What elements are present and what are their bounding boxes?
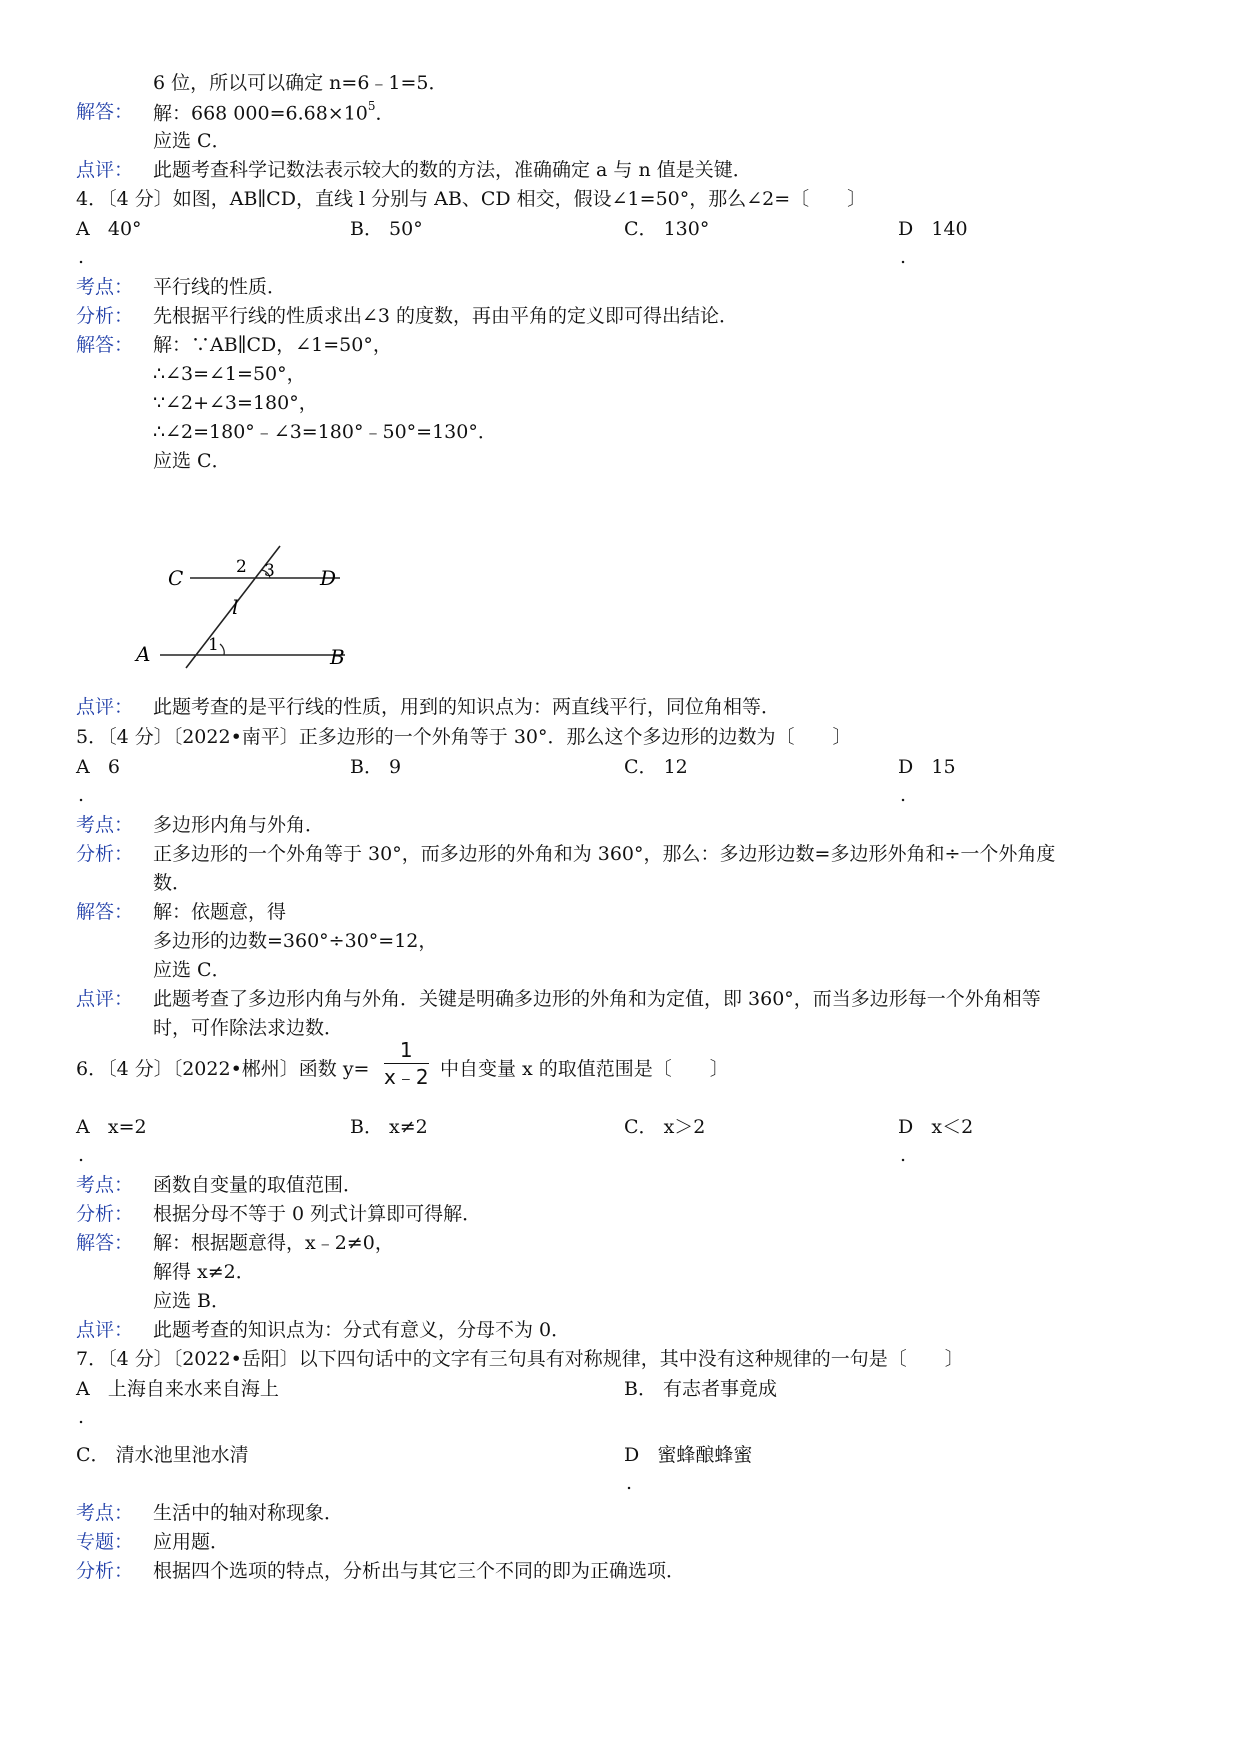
q6-dianping: 此题考查的知识点为：分式有意义，分母不为 0． bbox=[153, 1319, 571, 1341]
q6-stem-post: 中自变量 x 的取值范围是〔 〕 bbox=[440, 1058, 729, 1080]
q7-stem: 7．〔4 分〕〔2022•岳阳〕以下四句话中的文字有三句具有对称规律，其中没有这种规律的一句是〔 〕 bbox=[76, 1348, 964, 1370]
q6-stem-pre: 6．〔4 分〕〔2022•郴州〕函数 y= bbox=[76, 1058, 370, 1080]
q3-comment-label: 点评： bbox=[76, 159, 134, 181]
label-angle-2: 2 bbox=[236, 557, 247, 577]
label-b: B bbox=[330, 645, 345, 669]
q6-jieda-line: 解：根据题意得，x﹣2≠0， bbox=[153, 1232, 394, 1254]
q4-option-a: A 40° bbox=[76, 218, 142, 240]
q6-option-d: D x＜2 bbox=[898, 1116, 974, 1138]
q4-jieda-line: ∴∠2=180°﹣∠3=180°﹣50°=130°． bbox=[153, 421, 497, 443]
q7-option-b: B． 有志者事竟成 bbox=[624, 1378, 778, 1400]
q5-option-b: B． 9 bbox=[350, 756, 402, 778]
q4-fenxi-label: 分析： bbox=[76, 305, 134, 327]
q3-answer-choice: 应选 C． bbox=[153, 130, 231, 152]
label-d: D bbox=[320, 566, 337, 590]
label-c: C bbox=[168, 566, 184, 590]
q7-kaodian-label: 考点： bbox=[76, 1502, 134, 1524]
q6-fraction-denominator: x﹣2 bbox=[384, 1065, 429, 1089]
q4-stem: 4．〔4 分〕如图，AB∥CD，直线 l 分别与 AB、CD 相交，假设∠1=50°，那么∠2=〔 〕 bbox=[76, 188, 867, 210]
q6-dianping-label: 点评： bbox=[76, 1319, 134, 1341]
q4-jieda-line: ∴∠3=∠1=50°， bbox=[153, 363, 306, 385]
q6-option-a-dot: . bbox=[78, 1144, 85, 1166]
angle-1-arc bbox=[220, 644, 224, 655]
q6-fenxi-label: 分析： bbox=[76, 1203, 134, 1225]
q3-comment: 此题考查科学记数法表示较大的数的方法，准确确定 a 与 n 值是关键． bbox=[153, 159, 752, 181]
q5-fenxi-line: 数． bbox=[153, 872, 192, 894]
q5-jieda-label: 解答： bbox=[76, 901, 134, 923]
q5-option-d-dot: . bbox=[900, 784, 907, 806]
q7-zhuanti: 应用题． bbox=[153, 1531, 230, 1553]
label-l: l bbox=[232, 595, 239, 619]
q5-option-a-dot: . bbox=[78, 784, 85, 806]
q4-option-a-dot: . bbox=[78, 246, 85, 268]
q3-answer-label: 解答： bbox=[76, 101, 134, 123]
q4-option-b: B． 50° bbox=[350, 218, 423, 240]
q7-option-d-dot: . bbox=[626, 1472, 633, 1494]
q6-fraction bbox=[384, 1040, 429, 1087]
q4-option-d-dot: . bbox=[900, 246, 907, 268]
q3-answer-formula: 解：668 $000=6.68\times 10^5$． bbox=[153, 99, 395, 125]
q4-jieda-line: 解：∵AB∥CD，∠1=50°， bbox=[153, 334, 392, 356]
q6-kaodian-label: 考点： bbox=[76, 1174, 134, 1196]
q5-dianping-label: 点评： bbox=[76, 988, 134, 1010]
q4-kaodian: 平行线的性质． bbox=[153, 276, 287, 298]
q3-solution-line: 6 位，所以可以确定 n=6﹣1=5． bbox=[153, 72, 448, 94]
q4-jieda-label: 解答： bbox=[76, 334, 134, 356]
q4-option-c: C． 130° bbox=[624, 218, 710, 240]
q7-option-a-dot: . bbox=[78, 1406, 85, 1428]
q5-option-d: D 15 bbox=[898, 756, 956, 778]
q7-kaodian: 生活中的轴对称现象． bbox=[153, 1502, 344, 1524]
q5-option-a: A 6 bbox=[76, 756, 120, 778]
q6-fraction-numerator: 1 bbox=[399, 1038, 413, 1062]
q5-dianping-line: 时，可作除法求边数． bbox=[153, 1017, 344, 1039]
q5-kaodian: 多边形内角与外角． bbox=[153, 814, 325, 836]
label-a: A bbox=[136, 642, 151, 666]
label-angle-3: 3 bbox=[264, 561, 275, 581]
q6-fenxi: 根据分母不等于 0 列式计算即可得解． bbox=[153, 1203, 482, 1225]
q5-kaodian-label: 考点： bbox=[76, 814, 134, 836]
q7-zhuanti-label: 专题： bbox=[76, 1531, 134, 1553]
label-angle-1: 1 bbox=[208, 635, 219, 655]
q7-option-d: D 蜜蜂酿蜂蜜 bbox=[624, 1444, 753, 1466]
q5-fenxi-label: 分析： bbox=[76, 843, 134, 865]
q7-fenxi-label: 分析： bbox=[76, 1560, 134, 1582]
q7-option-c: C． 清水池里池水清 bbox=[76, 1444, 249, 1466]
q5-stem: 5．〔4 分〕〔2022•南平〕正多边形的一个外角等于 30°．那么这个多边形的边数为〔 〕 bbox=[76, 726, 852, 748]
q4-kaodian-label: 考点： bbox=[76, 276, 134, 298]
q5-fenxi-line: 正多边形的一个外角等于 30°，而多边形的外角和为 360°，那么：多边形边数=多边形外角和÷一个外角度 bbox=[153, 843, 1056, 865]
q4-option-d: D 140 bbox=[898, 218, 968, 240]
q5-jieda-line: 应选 C． bbox=[153, 959, 231, 981]
q7-fenxi: 根据四个选项的特点，分析出与其它三个不同的即为正确选项． bbox=[153, 1560, 686, 1582]
q4-jieda-line: ∵∠2+∠3=180°， bbox=[153, 392, 318, 414]
q5-option-c: C． 12 bbox=[624, 756, 688, 778]
q7-option-a: A 上海自来水来自海上 bbox=[76, 1378, 279, 1400]
q4-fenxi: 先根据平行线的性质求出∠3 的度数，再由平角的定义即可得出结论． bbox=[153, 305, 739, 327]
q6-jieda-label: 解答： bbox=[76, 1232, 134, 1254]
q6-option-b: B． x≠2 bbox=[350, 1116, 428, 1138]
q5-dianping-line: 此题考查了多边形内角与外角．关键是明确多边形的外角和为定值，即 360°，而当多边形每一个外角相等 bbox=[153, 988, 1041, 1010]
q6-option-c: C． x＞2 bbox=[624, 1116, 706, 1138]
q6-jieda-line: 解得 x≠2． bbox=[153, 1261, 255, 1283]
q5-jieda-line: 解：依题意，得 bbox=[153, 901, 287, 923]
q6-kaodian: 函数自变量的取值范围． bbox=[153, 1174, 363, 1196]
parallel-lines-figure bbox=[136, 540, 390, 690]
q4-jieda-line: 应选 C． bbox=[153, 450, 231, 472]
q4-dianping: 此题考查的是平行线的性质，用到的知识点为：两直线平行，同位角相等． bbox=[153, 696, 781, 718]
q6-jieda-line: 应选 B． bbox=[153, 1290, 231, 1312]
q4-dianping-label: 点评： bbox=[76, 696, 134, 718]
q6-option-a: A x=2 bbox=[76, 1116, 147, 1138]
q5-jieda-line: 多边形的边数=360°÷30°=12， bbox=[153, 930, 438, 952]
q6-option-d-dot: . bbox=[900, 1144, 907, 1166]
